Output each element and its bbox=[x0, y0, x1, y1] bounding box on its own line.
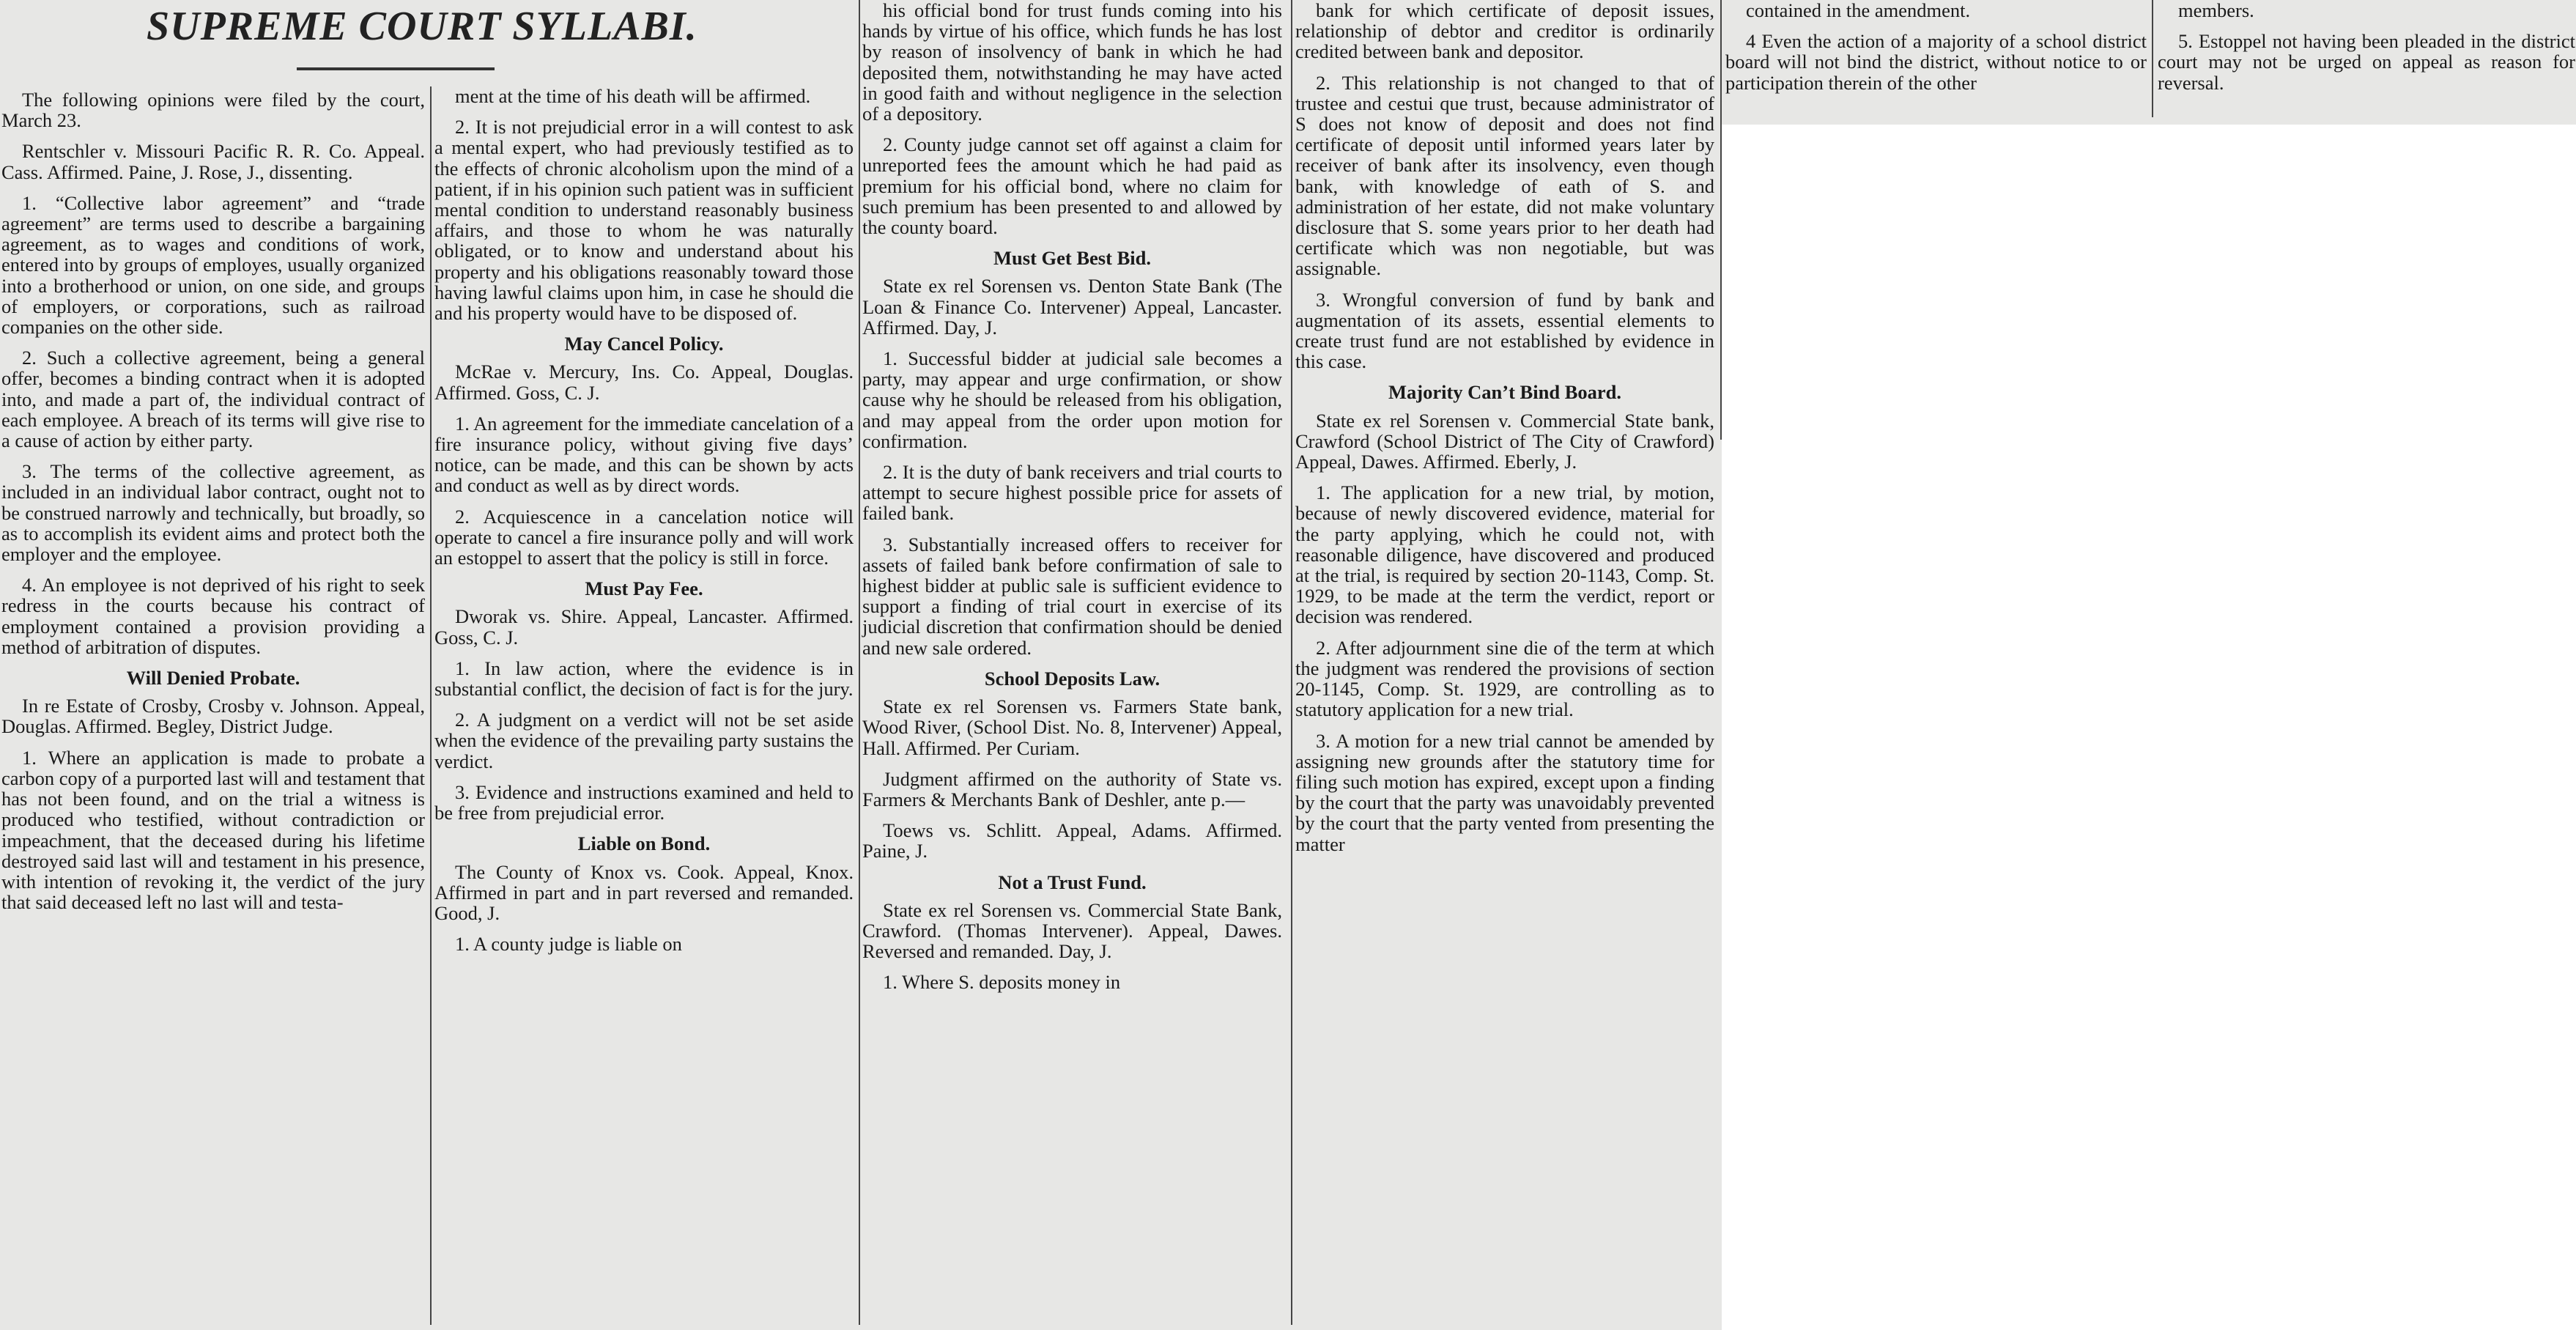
paragraph: Rentschler v. Missouri Pacific R. R. Co. Appeal. Cass. Affirmed. Paine, J. Rose, J., dissenting. bbox=[1, 140, 425, 183]
paragraph: 1. Successful bidder at judicial sale becomes a party, may appear and urge confirmation, or show cause why he should be released from his obligation, and may appeal from the order upon motion for confirmation. bbox=[862, 347, 1282, 452]
paragraph: Toews vs. Schlitt. Appeal, Adams. Affirmed. Paine, J. bbox=[862, 819, 1282, 862]
column-rule bbox=[1720, 0, 1722, 440]
paragraph: 2. This relationship is not changed to that of trustee and cestui que trust, because administrator of S does not know of deposit and does not find certificate of deposit until informed years later by receiver of bank after its insolvency, even though bank, with knowledge of eath of S. and administration of her estate, did not make voluntary disclosure that S. some years prior to her death had certificate which was non negotiable, but was assignable. bbox=[1295, 71, 1714, 280]
paragraph: his official bond for trust funds coming into his hands by virtue of his office, which funds he has lost by reason of insolvency of bank in which he had deposited them, notwithstanding he may have acted in good faith and without negligence in the selection of a depository. bbox=[862, 0, 1282, 125]
paragraph: 1. Where S. deposits money in bbox=[883, 971, 1121, 994]
section-heading: Must Get Best Bid. bbox=[993, 247, 1151, 270]
column-5 bbox=[1725, 0, 2147, 103]
column-3 bbox=[862, 0, 1282, 1003]
paragraph: State ex rel Sorensen vs. Commercial State Bank, Crawford. (Thomas Intervener). Appeal, Dawes. Reversed and remanded. Day, J. bbox=[862, 898, 1282, 963]
paragraph: 2. It is not prejudicial error in a will contest to ask a mental expert, who had previously testified as to the effects of chronic alcoholism upon the mind of a patient, if in his opinion such patient was in sufficient mental condition to understand reasonably business affairs, and those to whom he was naturally obligated, or to know and understand about his property and his obligations reasonably toward those having lawful claims upon him, in case he should die and his property would have to be disposed of. bbox=[434, 116, 854, 325]
paragraph: ment at the time of his death will be affirmed. bbox=[455, 85, 811, 107]
paragraph: members. bbox=[2178, 0, 2254, 21]
section-heading: Not a Trust Fund. bbox=[998, 871, 1147, 893]
paragraph: 3. The terms of the collective agreement, as included in an individual labor contract, ought not to be construed narrowly and technically, but broadly, so as to accomplish its evident aims and protect both the employer and the employee. bbox=[1, 460, 425, 566]
headline-rule bbox=[297, 67, 495, 70]
paragraph: The following opinions were filed by the court, March 23. bbox=[1, 89, 425, 132]
column-4 bbox=[1295, 0, 1714, 865]
column-2 bbox=[434, 86, 854, 964]
column-rule bbox=[2152, 0, 2153, 117]
paragraph: 3. Substantially increased offers to receiver for assets of failed bank before confirmation of sale to highest bidder at public sale is sufficient evidence to support a finding of trial court in exercise of its judicial discretion that confirmation should be denied and new sale ordered. bbox=[862, 533, 1282, 659]
column-6 bbox=[2158, 0, 2575, 103]
paragraph: State ex rel Sorensen vs. Farmers State bank, Wood River, (School Dist. No. 8, Intervener) Appeal, Hall. Affirmed. Per Curiam. bbox=[862, 695, 1282, 759]
paragraph: 4 Even the action of a majority of a school district board will not bind the district, without notice to or participation therein of the other bbox=[1725, 30, 2147, 94]
paragraph: 2. County judge cannot set off against a claim for unreported fees the amount which he had paid as premium for his official bond, where no claim for such premium has been presented to and allowed by the county board. bbox=[862, 133, 1282, 239]
section-heading: May Cancel Policy. bbox=[564, 333, 724, 355]
section-heading: Will Denied Probate. bbox=[126, 667, 300, 690]
column-rule bbox=[859, 0, 860, 1325]
paragraph: 2. After adjournment sine die of the term at which the judgment was rendered the provisions of section 20-1145, Comp. St. 1929, are controlling as to statutory application for a new trial. bbox=[1295, 636, 1714, 721]
paragraph: 1. An agreement for the immediate cancelation of a fire insurance policy, without giving five days’ notice, can be made, and this can be shown by acts and conduct as well as by direct words. bbox=[434, 412, 854, 497]
paragraph: 2. Such a collective agreement, being a general offer, becomes a binding contract when it is adopted into, and made a part of, the individual contract of each employee. A breach of its terms will give rise to a cause of action by either party. bbox=[1, 347, 425, 452]
column-rule bbox=[430, 86, 432, 1325]
paragraph: 1. Where an application is made to probate a carbon copy of a purported last will and testament that has not been found, and on the trial a witness is produced who testified, without contradiction or impeachment, that the deceased during his lifetime destroyed said last will and testament in his presence, with intention of revoking it, the verdict of the jury that said deceased left no last will and testa- bbox=[1, 746, 425, 914]
headline: SUPREME COURT SYLLABI. bbox=[147, 4, 697, 49]
paragraph: 1. “Collective labor agreement” and “trade agreement” are terms used to describe a bargaining agreement, as to wages and conditions of work, entered into by groups of employes, usually organized into a brotherhood or union, on one side, and groups of employers, or corporations, such as railroad companies on the other side. bbox=[1, 191, 425, 339]
paragraph: 1. The application for a new trial, by motion, because of newly discovered evidence, material for the party applying, which he could not, with reasonable diligence, have discovered and produced at the trial, is required by section 20-1143, Comp. St. 1929, to be made at the term the verdict, report or decision was rendered. bbox=[1295, 481, 1714, 628]
paragraph: 5. Estoppel not having been pleaded in the district court may not be urged on appeal as reason for reversal. bbox=[2158, 30, 2575, 94]
paragraph: State ex rel Sorensen vs. Denton State Bank (The Loan & Finance Co. Intervener) Appeal, Lancaster. Affirmed. Day, J. bbox=[862, 275, 1282, 339]
paragraph: 2. It is the duty of bank receivers and trial courts to attempt to secure highest possible price for assets of failed bank. bbox=[862, 461, 1282, 525]
paragraph: contained in the amendment. bbox=[1746, 0, 1971, 21]
column-rule bbox=[1291, 0, 1292, 1325]
paragraph: McRae v. Mercury, Ins. Co. Appeal, Douglas. Affirmed. Goss, C. J. bbox=[434, 361, 854, 404]
section-heading: Majority Can’t Bind Board. bbox=[1388, 381, 1621, 404]
paragraph: 3. A motion for a new trial cannot be amended by assigning new grounds after the statutory time for filing such motion has expired, except upon a finding by the court that the party was unavoidably prevented by the court that the party vented from presenting the matter bbox=[1295, 729, 1714, 855]
section-heading: Liable on Bond. bbox=[577, 832, 711, 855]
paragraph: The County of Knox vs. Cook. Appeal, Knox. Affirmed in part and in part reversed and remanded. Good, J. bbox=[434, 860, 854, 924]
paragraph: State ex rel Sorensen v. Commercial State bank, Crawford (School District of The City of Crawford) Appeal, Dawes. Affirmed. Eberly, J. bbox=[1295, 409, 1714, 473]
paragraph: 1. In law action, where the evidence is in substantial conflict, the decision of fact is for the jury. bbox=[434, 657, 854, 701]
section-heading: Must Pay Fee. bbox=[585, 577, 703, 600]
paragraph: 3. Evidence and instructions examined and held to be free from prejudicial error. bbox=[434, 780, 854, 824]
paragraph: 2. Acquiescence in a cancelation notice will operate to cancel a fire insurance polly and will work an estoppel to assert that the policy is still in force. bbox=[434, 505, 854, 569]
paragraph: bank for which certificate of deposit issues, relationship of debtor and creditor is ordinarily credited between bank and depositor. bbox=[1295, 0, 1714, 63]
paragraph: Judgment affirmed on the authority of State vs. Farmers & Merchants Bank of Deshler, ante p.— bbox=[862, 767, 1282, 810]
paragraph: Dworak vs. Shire. Appeal, Lancaster. Affirmed. Goss, C. J. bbox=[434, 605, 854, 649]
column-1 bbox=[1, 89, 425, 923]
section-heading: School Deposits Law. bbox=[984, 667, 1161, 690]
paragraph: 2. A judgment on a verdict will not be set aside when the evidence of the prevailing party sustains the verdict. bbox=[434, 709, 854, 772]
paragraph: 3. Wrongful conversion of fund by bank and augmentation of its assets, essential elements to create trust fund are not established by evidence in this case. bbox=[1295, 288, 1714, 373]
paragraph: 1. A county judge is liable on bbox=[455, 933, 682, 956]
paragraph: 4. An employee is not deprived of his right to seek redress in the courts because his contract of employment contained a provision providing a method of arbitration of disputes. bbox=[1, 574, 425, 658]
paragraph: In re Estate of Crosby, Crosby v. Johnson. Appeal, Douglas. Affirmed. Begley, District Judge. bbox=[1, 695, 425, 738]
